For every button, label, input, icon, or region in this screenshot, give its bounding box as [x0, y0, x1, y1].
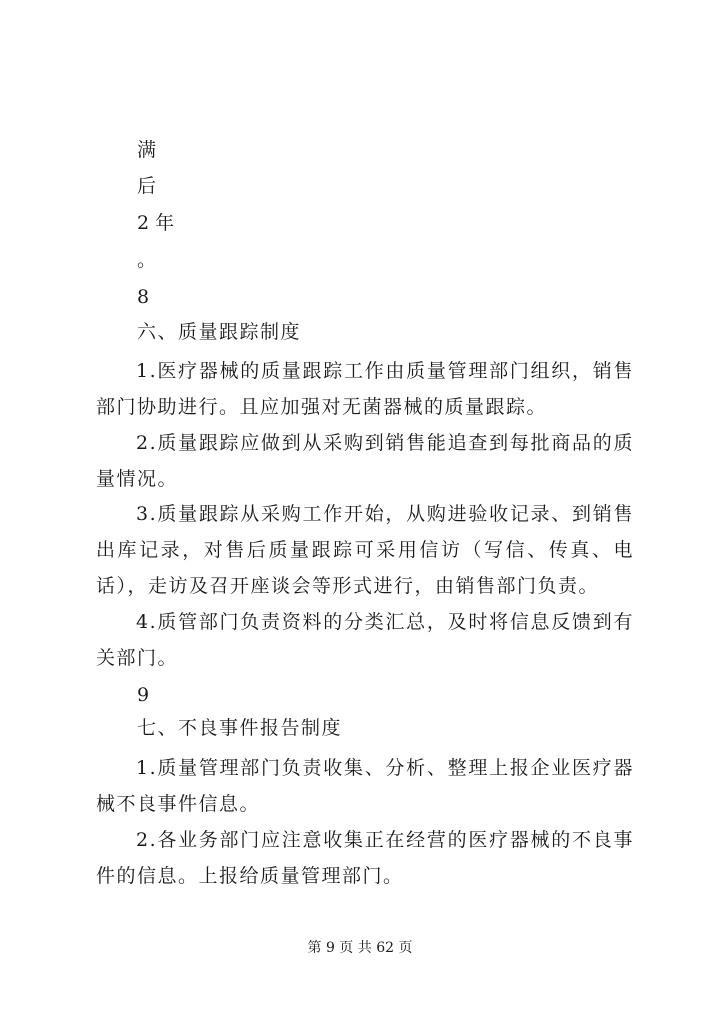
paragraph: 1.医疗器械的质量跟踪工作由质量管理部门组织，销售部门协助进行。且应加强对无菌器械的质量跟踪。 — [96, 360, 634, 418]
paragraph: 4.质管部门负责资料的分类汇总，及时将信息反馈到有关部门。 — [96, 611, 634, 669]
page-marker: 9 — [137, 684, 150, 706]
page-footer: 第 9 页 共 62 页 — [307, 940, 413, 956]
text-fragment: 2 年 — [137, 212, 175, 234]
text-fragment: 。 — [137, 249, 157, 271]
text-fragment: 后 — [137, 175, 157, 197]
text-fragment: 8 — [137, 286, 150, 308]
section-heading: 六、质量跟踪制度 — [137, 321, 302, 343]
text-fragment: 满 — [137, 139, 157, 161]
paragraph: 2.各业务部门应注意收集正在经营的医疗器械的不良事件的信息。上报给质量管理部门。 — [96, 829, 634, 887]
paragraph: 2.质量跟踪应做到从采购到销售能追查到每批商品的质量情况。 — [96, 432, 634, 490]
paragraph: 3.质量跟踪从采购工作开始，从购进验收记录、到销售出库记录，对售后质量跟踪可采用信访（写信、传真、电话），走访及召开座谈会等形式进行，由销售部门负责。 — [96, 503, 634, 597]
paragraph: 1.质量管理部门负责收集、分析、整理上报企业医疗器械不良事件信息。 — [96, 757, 634, 815]
section-heading: 七、不良事件报告制度 — [137, 717, 343, 739]
